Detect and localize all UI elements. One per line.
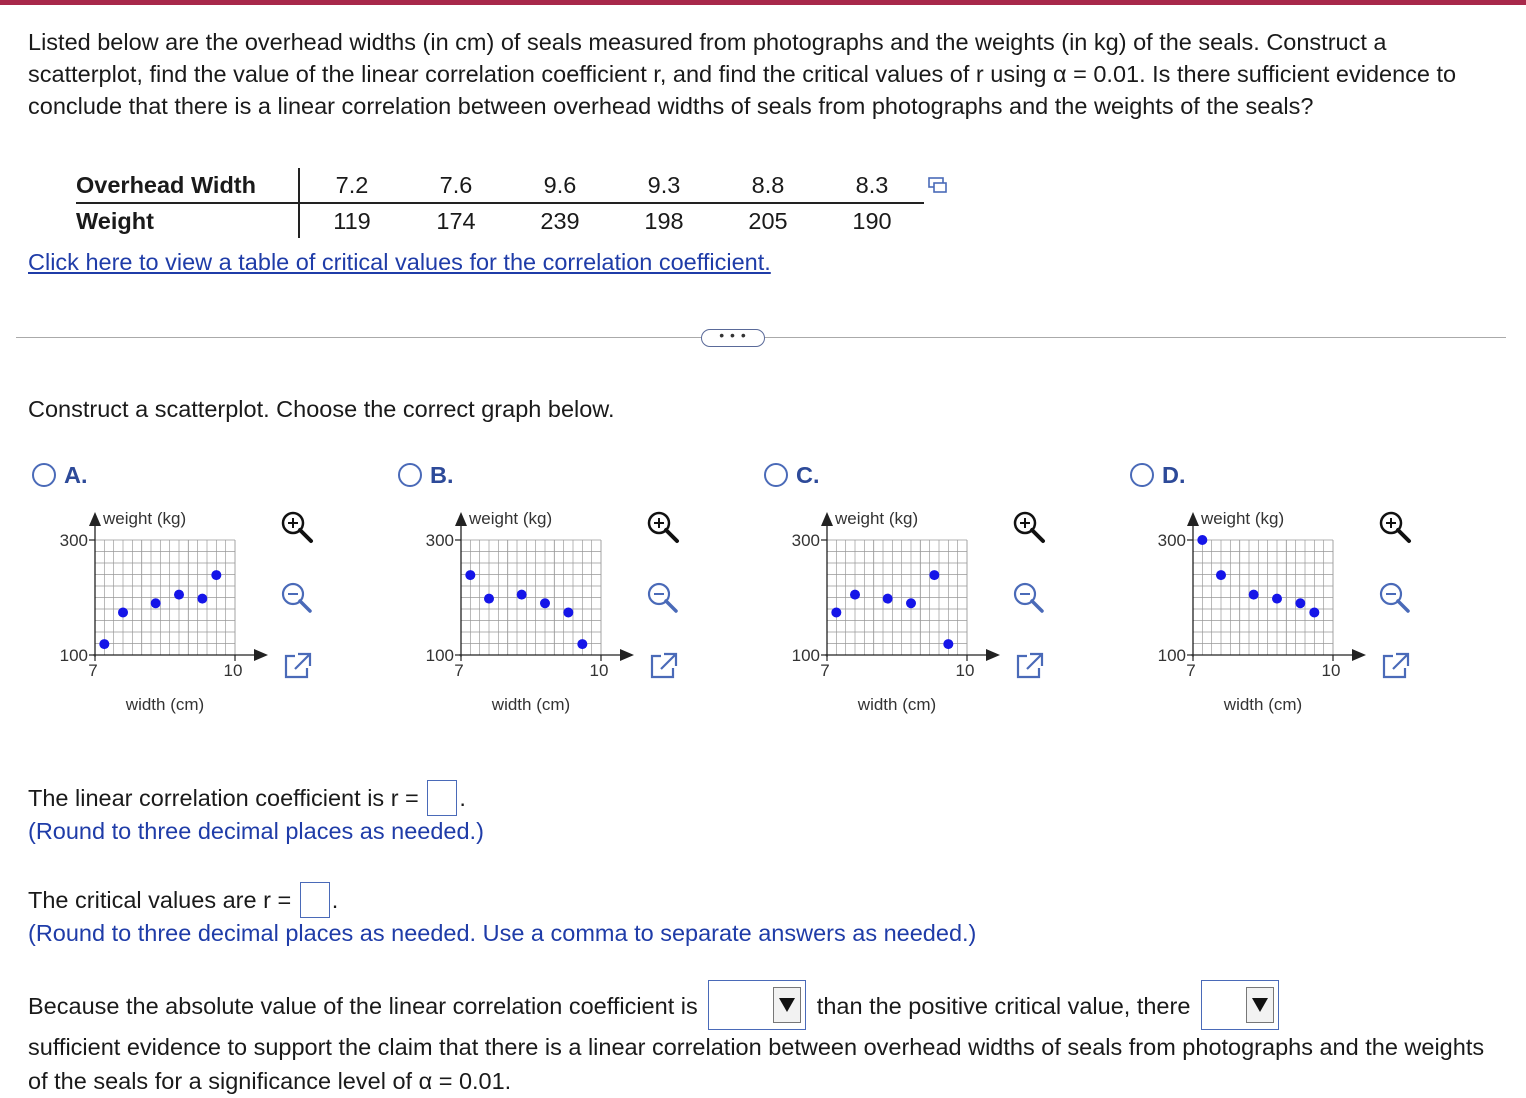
option-b-label: B. [430, 462, 454, 488]
zoom-out-button[interactable] [641, 576, 683, 618]
width-cell: 8.8 [716, 168, 820, 203]
scatterplot-a [40, 500, 280, 720]
zoom-out-icon[interactable] [641, 576, 683, 618]
r-question: The linear correlation coefficient is r = . [28, 780, 466, 816]
critical-input[interactable] [300, 882, 330, 918]
scatterplot-svg [40, 500, 280, 715]
zoom-in-button[interactable] [641, 505, 683, 547]
width-cell: 7.2 [299, 168, 404, 203]
data-point [563, 607, 573, 617]
x-axis-arrow-icon [254, 649, 268, 661]
x-axis-label: width (cm) [125, 695, 205, 714]
y-axis-label: weight (kg) [835, 509, 919, 528]
data-point [883, 594, 893, 604]
data-point [1309, 607, 1319, 617]
width-cell: 8.3 [820, 168, 924, 203]
y-axis-label: weight (kg) [1201, 509, 1285, 528]
y-axis-arrow-icon [1187, 512, 1199, 526]
critical-question-text: The critical values are r = [28, 887, 292, 913]
row-label-width: Overhead Width [76, 168, 299, 203]
option-d-label: D. [1162, 462, 1186, 488]
weight-cell: 205 [748, 207, 788, 234]
data-point [850, 590, 860, 600]
dropdown-arrow-icon[interactable] [773, 987, 801, 1023]
zoom-in-icon[interactable] [275, 505, 317, 547]
weight-cell: 190 [852, 207, 892, 234]
scatterplot-svg [772, 500, 1012, 715]
x-tick-label-right: 10 [1321, 661, 1341, 680]
conclusion-part3: sufficient evidence to support the claim that there is a linear correlation between overhead widths of seals from photographs and the weights of the seals for a significance level of α = 0.01. [28, 1034, 1485, 1094]
option-a-label: A. [64, 462, 88, 488]
popout-icon[interactable] [1007, 645, 1049, 687]
data-point [99, 639, 109, 649]
y-axis-label: weight (kg) [469, 509, 553, 528]
x-axis-arrow-icon [986, 649, 1000, 661]
y-tick-label-bottom: 100 [425, 646, 454, 665]
r-hint: (Round to three decimal places as needed.) [28, 818, 484, 844]
width-cell: 7.6 [404, 168, 508, 203]
x-tick-label-left: 7 [1186, 661, 1196, 680]
scatterplot-b [406, 500, 646, 720]
option-b-radio[interactable] [398, 462, 454, 489]
scatterplot-c [772, 500, 1012, 720]
data-point [540, 598, 550, 608]
data-point [151, 598, 161, 608]
y-tick-label-bottom: 100 [1157, 646, 1186, 665]
y-tick-label-top: 300 [1157, 531, 1186, 550]
data-point [943, 639, 953, 649]
data-point [1197, 535, 1207, 545]
x-tick-label-left: 7 [88, 661, 98, 680]
copy-data-icon[interactable] [928, 176, 948, 194]
critical-values-link[interactable]: Click here to view a table of critical values for the correlation coefficient. [28, 249, 771, 275]
y-axis-arrow-icon [89, 512, 101, 526]
data-point [211, 570, 221, 580]
y-tick-label-bottom: 100 [791, 646, 820, 665]
x-tick-label-right: 10 [955, 661, 975, 680]
popout-icon[interactable] [1373, 645, 1415, 687]
zoom-in-icon[interactable] [1373, 505, 1415, 547]
x-tick-label-right: 10 [589, 661, 609, 680]
scatterplot-prompt: Construct a scatterplot. Choose the correct graph below. [28, 396, 615, 422]
question-text: Listed below are the overhead widths (in cm) of seals measured from photographs and the weights (in kg) of the seals. Construct a scatterplot, find the value of the linear correlation coefficient r, and find the critical values of r using α = 0.01. Is there sufficient evidence to conclude that there is a linear correlation between overhead widths of seals from photographs and the weights of the seals? [28, 29, 1457, 119]
x-axis-label: width (cm) [491, 695, 571, 714]
weight-cell: 119 [333, 207, 371, 234]
data-point [1295, 598, 1305, 608]
x-axis-label: width (cm) [1223, 695, 1303, 714]
zoom-out-icon[interactable] [1007, 576, 1049, 618]
data-table [76, 168, 924, 238]
data-point [1272, 594, 1282, 604]
comparison-dropdown[interactable] [708, 980, 806, 1030]
top-accent-bar [0, 0, 1526, 5]
width-cell: 9.6 [508, 168, 612, 203]
zoom-in-icon[interactable] [641, 505, 683, 547]
table-row-width [76, 168, 924, 203]
popout-button[interactable] [275, 645, 317, 687]
zoom-in-icon[interactable] [1007, 505, 1049, 547]
popout-button[interactable] [641, 645, 683, 687]
option-d-radio[interactable] [1130, 462, 1186, 489]
conclusion-part2: than the positive critical value, there [816, 993, 1191, 1019]
option-c-label: C. [796, 462, 820, 488]
data-point [1249, 590, 1259, 600]
x-axis-arrow-icon [1352, 649, 1366, 661]
expand-more-button[interactable]: • • • [701, 329, 765, 347]
data-point [577, 639, 587, 649]
zoom-out-icon[interactable] [1373, 576, 1415, 618]
data-point [197, 594, 207, 604]
scatterplot-svg [406, 500, 646, 715]
scatterplot-d [1138, 500, 1378, 720]
data-point [174, 590, 184, 600]
zoom-in-button[interactable] [275, 505, 317, 547]
y-tick-label-top: 300 [425, 531, 454, 550]
data-point [906, 598, 916, 608]
conclusion [28, 980, 1498, 1098]
data-point [831, 607, 841, 617]
y-tick-label-top: 300 [791, 531, 820, 550]
zoom-out-button[interactable] [1373, 576, 1415, 618]
y-tick-label-top: 300 [59, 531, 88, 550]
y-axis-arrow-icon [455, 512, 467, 526]
x-tick-label-left: 7 [820, 661, 830, 680]
popout-icon[interactable] [275, 645, 317, 687]
option-a-radio[interactable] [32, 462, 88, 489]
zoom-in-button[interactable] [1007, 505, 1049, 547]
critical-question: The critical values are r = . [28, 882, 338, 918]
weight-cell: 174 [436, 207, 476, 234]
y-axis-label: weight (kg) [103, 509, 187, 528]
zoom-out-button[interactable] [275, 576, 317, 618]
evidence-dropdown[interactable] [1201, 980, 1279, 1030]
radio-circle-icon[interactable] [1130, 463, 1154, 487]
radio-circle-icon[interactable] [32, 463, 56, 487]
data-point [929, 570, 939, 580]
option-c-radio[interactable] [764, 462, 820, 489]
row-label-weight: Weight [76, 203, 299, 238]
data-point [1216, 570, 1226, 580]
popout-button[interactable] [1007, 645, 1049, 687]
critical-hint: (Round to three decimal places as needed. Use a comma to separate answers as needed.) [28, 920, 977, 946]
conclusion-part1: Because the absolute value of the linear correlation coefficient is [28, 993, 698, 1019]
data-point [465, 570, 475, 580]
y-tick-label-bottom: 100 [59, 646, 88, 665]
dropdown-arrow-icon[interactable] [1246, 987, 1274, 1023]
scatterplot-svg [1138, 500, 1378, 715]
y-axis-arrow-icon [821, 512, 833, 526]
popout-icon[interactable] [641, 645, 683, 687]
x-tick-label-left: 7 [454, 661, 464, 680]
zoom-out-button[interactable] [1007, 576, 1049, 618]
radio-circle-icon[interactable] [764, 463, 788, 487]
weight-cell: 239 [540, 207, 580, 234]
width-cell: 9.3 [612, 168, 716, 203]
r-question-text: The linear correlation coefficient is r = [28, 785, 419, 811]
r-input[interactable] [427, 780, 457, 816]
data-point [484, 594, 494, 604]
data-point [118, 607, 128, 617]
popout-button[interactable] [1373, 645, 1415, 687]
table-row-weight [76, 203, 924, 238]
x-axis-arrow-icon [620, 649, 634, 661]
radio-circle-icon[interactable] [398, 463, 422, 487]
weight-cell: 198 [644, 207, 684, 234]
x-tick-label-right: 10 [223, 661, 243, 680]
zoom-in-button[interactable] [1373, 505, 1415, 547]
zoom-out-icon[interactable] [275, 576, 317, 618]
data-point [517, 590, 527, 600]
x-axis-label: width (cm) [857, 695, 937, 714]
